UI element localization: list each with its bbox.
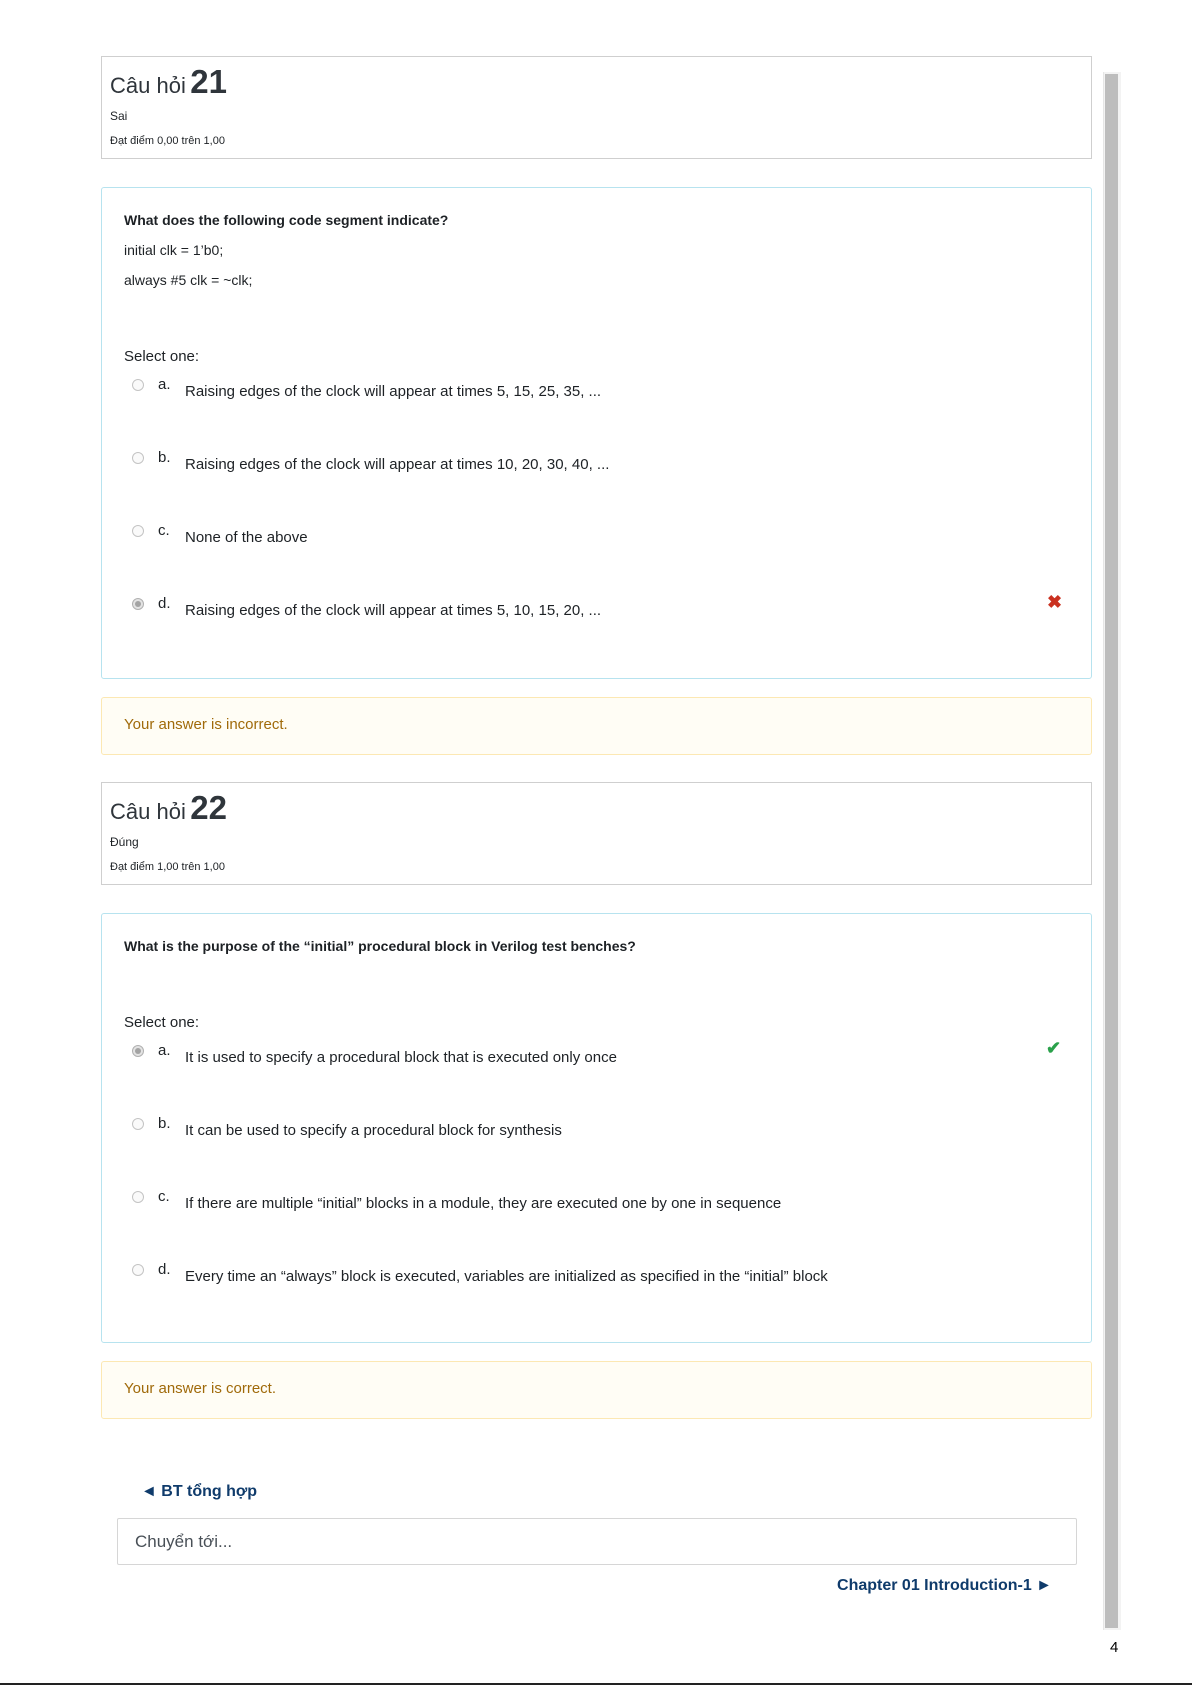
question-text: What does the following code segment indicate? — [124, 212, 449, 228]
option-letter: d. — [158, 595, 171, 612]
option-text: Every time an “always” block is executed, variables are initialized as specified in the “initial” block — [185, 1268, 828, 1285]
question-grade: Đạt điểm 0,00 trên 1,00 — [110, 135, 225, 147]
select-one-label: Select one: — [124, 1014, 200, 1031]
option-text: None of the above — [185, 529, 308, 546]
question-21-formulation — [101, 187, 1092, 679]
question-22-title — [110, 789, 227, 827]
radio-button[interactable] — [132, 379, 144, 391]
question-22-feedback — [101, 1361, 1092, 1419]
option-letter: d. — [158, 1261, 171, 1278]
option-b[interactable] — [132, 449, 1072, 479]
code-line-2: always #5 clk = ~clk; — [124, 272, 253, 288]
check-icon: ✔ — [1046, 1038, 1062, 1058]
option-letter: c. — [158, 1188, 170, 1205]
option-b[interactable] — [132, 1115, 1072, 1145]
jump-to-select[interactable] — [117, 1518, 1077, 1565]
option-letter: b. — [158, 1115, 171, 1132]
option-a[interactable] — [132, 376, 1072, 406]
question-21-title — [110, 63, 227, 101]
question-text: What is the purpose of the “initial” procedural block in Verilog test benches? — [124, 938, 636, 954]
radio-button[interactable] — [132, 452, 144, 464]
option-letter: a. — [158, 1042, 171, 1059]
option-c[interactable] — [132, 522, 1072, 552]
question-state: Đúng — [110, 835, 139, 849]
question-21-feedback — [101, 697, 1092, 755]
option-letter: b. — [158, 449, 171, 466]
feedback-text: Your answer is correct. — [124, 1380, 277, 1397]
previous-activity-link[interactable]: ◄ BT tổng hợp — [141, 1483, 258, 1500]
radio-button[interactable] — [132, 1264, 144, 1276]
option-text: Raising edges of the clock will appear at times 5, 15, 25, 35, ... — [185, 383, 602, 400]
question-state: Sai — [110, 109, 128, 123]
option-a[interactable] — [132, 1042, 1072, 1072]
option-letter: a. — [158, 376, 171, 393]
scrollbar-thumb[interactable] — [1105, 74, 1118, 1628]
question-number: 22 — [190, 789, 228, 826]
question-grade: Đạt điểm 1,00 trên 1,00 — [110, 861, 225, 873]
option-d[interactable] — [132, 1261, 1072, 1291]
radio-button-selected[interactable] — [132, 1045, 144, 1057]
question-22-formulation — [101, 913, 1092, 1343]
option-text: It is used to specify a procedural block that is executed only once — [185, 1049, 617, 1066]
question-label: Câu hỏi — [110, 73, 186, 98]
radio-button[interactable] — [132, 525, 144, 537]
select-one-label: Select one: — [124, 348, 200, 365]
question-21-info — [101, 56, 1092, 159]
option-c[interactable] — [132, 1188, 1072, 1218]
question-label: Câu hỏi — [110, 799, 186, 824]
page-number: 4 — [1110, 1639, 1119, 1656]
next-activity-link[interactable]: Chapter 01 Introduction-1 ► — [837, 1577, 1052, 1594]
radio-button[interactable] — [132, 1191, 144, 1203]
question-22-info — [101, 782, 1092, 885]
option-text: Raising edges of the clock will appear at times 10, 20, 30, 40, ... — [185, 456, 610, 473]
option-text: If there are multiple “initial” blocks in a module, they are executed one by one in sequence — [185, 1195, 782, 1212]
question-number: 21 — [190, 63, 228, 100]
radio-button-selected[interactable] — [132, 598, 144, 610]
code-line-1: initial clk = 1’b0; — [124, 242, 224, 258]
radio-button[interactable] — [132, 1118, 144, 1130]
feedback-text: Your answer is incorrect. — [124, 716, 288, 733]
option-letter: c. — [158, 522, 170, 539]
jump-to-placeholder: Chuyển tới... — [135, 1532, 233, 1551]
option-text: It can be used to specify a procedural block for synthesis — [185, 1122, 562, 1139]
option-text: Raising edges of the clock will appear at times 5, 10, 15, 20, ... — [185, 602, 602, 619]
option-d[interactable] — [132, 592, 1072, 625]
cross-icon: ✖ — [1047, 592, 1063, 612]
